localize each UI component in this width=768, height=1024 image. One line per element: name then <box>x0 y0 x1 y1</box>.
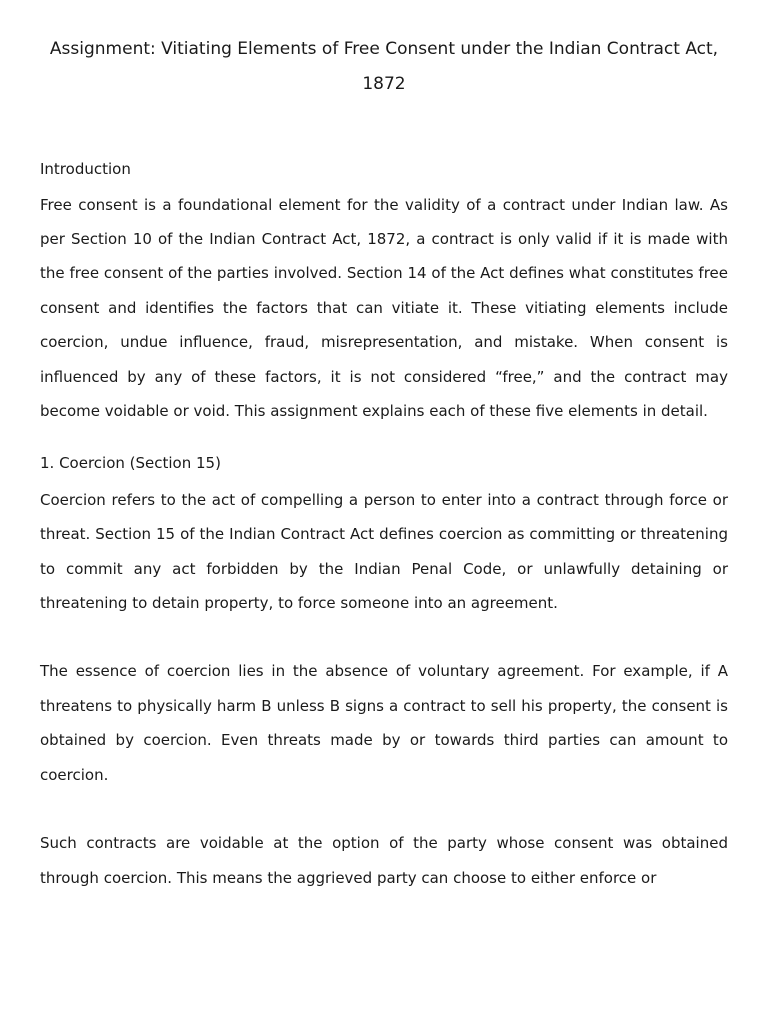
coercion-effect-paragraph: Such contracts are voidable at the option of the party whose consent was obtained through coercion. This means the aggrieved party can choose to either enforce or <box>40 834 728 887</box>
coercion-example-paragraph: The essence of coercion lies in the absence of voluntary agreement. For example, if A threatens to physically harm B unless B signs a contract to sell his property, the consent is obtained by coercion. Even threats made by or towards third parties can amount to coercion. <box>40 662 728 784</box>
introduction-paragraph: Free consent is a foundational element for the validity of a contract under Indian law. As per Section 10 of the Indian Contract Act, 1872, a contract is only valid if it is made with the free consent of the parties involved. Section 14 of the Act defines what constitutes free consent and identifies the factors that can vitiate it. These vitiating elements include coercion, undue influence, fraud, misrepresentation, and mistake. When consent is influenced by any of these factors, it is not considered “free,” and the contract may become voidable or void. This assignment explains each of these five elements in detail. <box>40 195 728 420</box>
document-title: Assignment: Vitiating Elements of Free Consent under the Indian Contract Act, 1872 <box>49 39 719 94</box>
coercion-definition-paragraph: Coercion refers to the act of compelling a person to enter into a contract through force or threat. Section 15 of the Indian Contract Act defines coercion as committing or threatening to commit any act forbidden by the Indian Penal Code, or unlawfully detaining or threatening to detain property, to force someone into an agreement. <box>40 490 728 613</box>
introduction-section <box>40 152 728 428</box>
introduction-heading: Introduction <box>40 160 131 178</box>
coercion-heading: 1. Coercion (Section 15) <box>40 454 221 473</box>
coercion-section <box>40 446 728 895</box>
